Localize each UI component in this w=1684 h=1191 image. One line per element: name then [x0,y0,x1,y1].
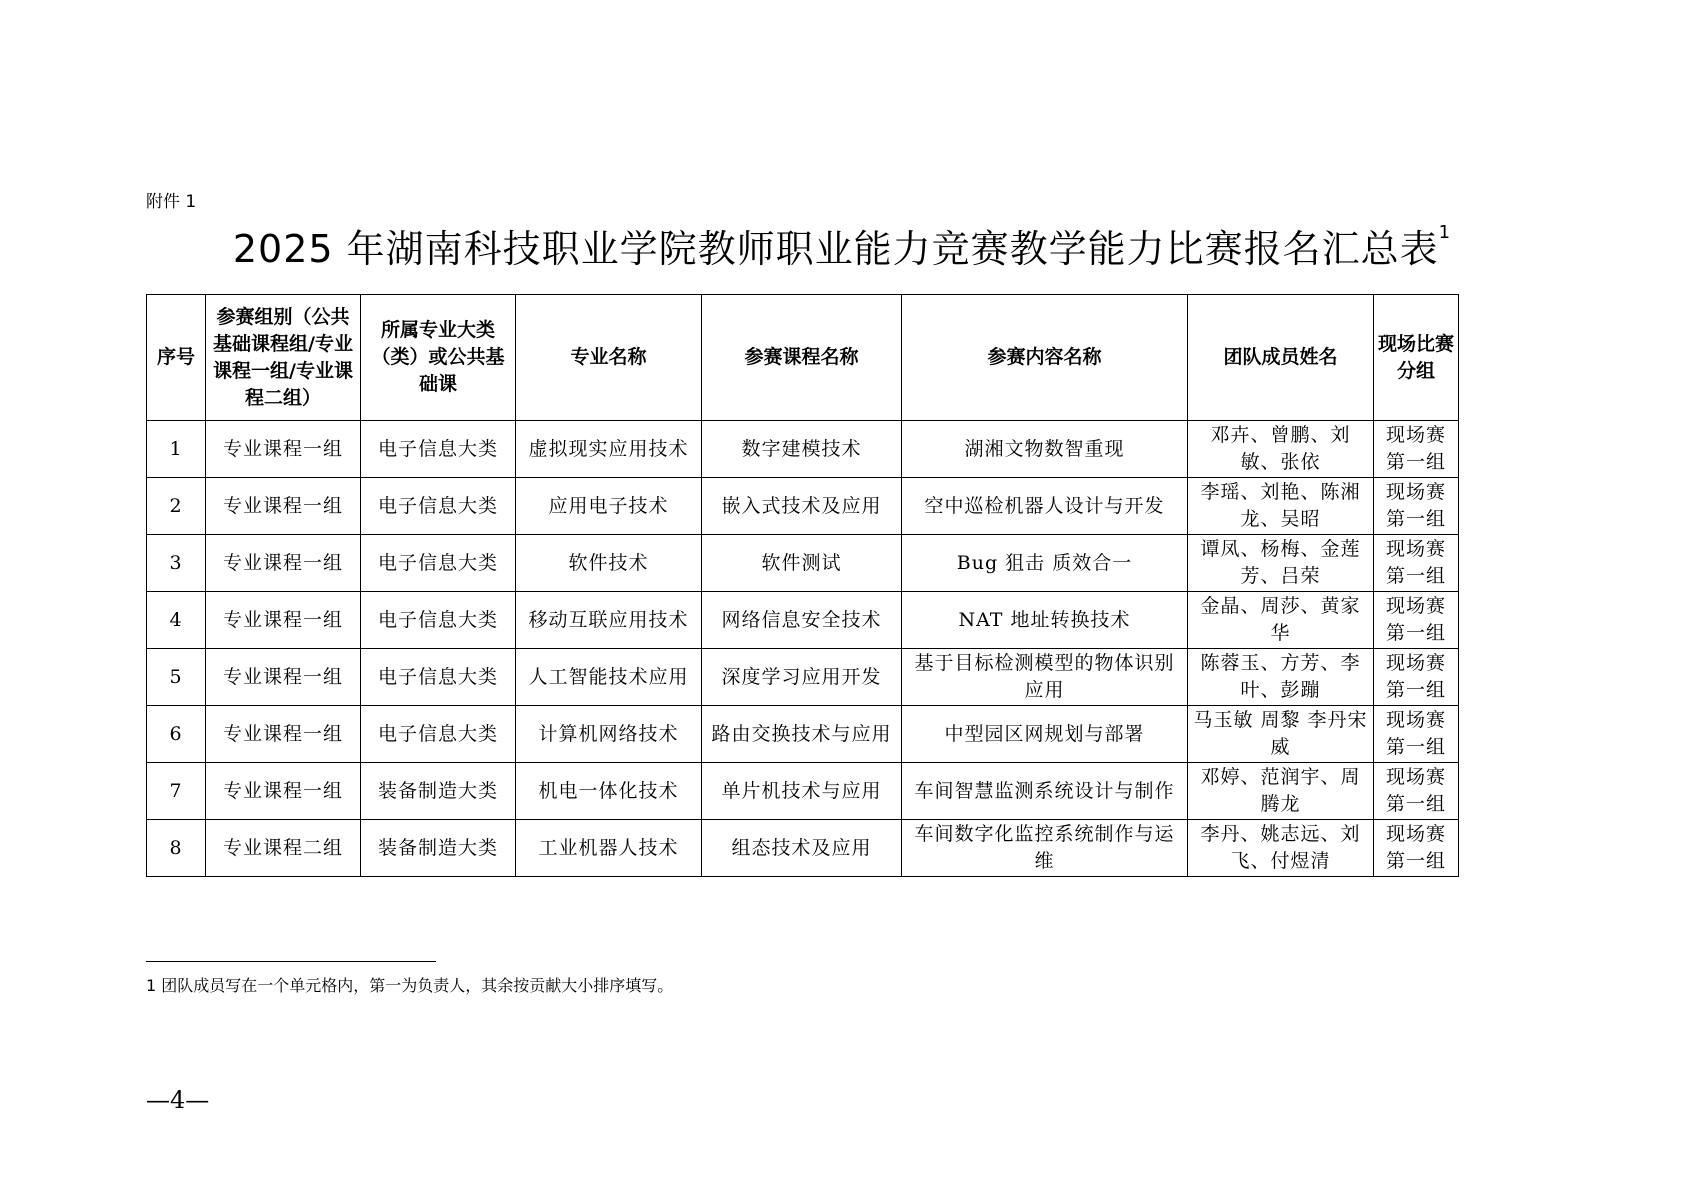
cell-group: 专业课程二组 [206,820,361,877]
cell-major: 应用电子技术 [516,478,702,535]
cell-group: 专业课程一组 [206,535,361,592]
table-row [147,421,1459,478]
cell-group: 专业课程一组 [206,592,361,649]
table-header-row [147,295,1459,421]
cell-major: 软件技术 [516,535,702,592]
cell-group: 专业课程一组 [206,649,361,706]
cell-category: 电子信息大类 [361,592,516,649]
cell-members: 邓婷、范润宇、周腾龙 [1188,763,1374,820]
cell-course: 软件测试 [702,535,902,592]
cell-major: 虚拟现实应用技术 [516,421,702,478]
header-content: 参赛内容名称 [902,295,1188,421]
cell-onsite-group: 现场赛第一组 [1374,649,1459,706]
cell-index: 6 [147,706,206,763]
cell-index: 3 [147,535,206,592]
cell-course: 网络信息安全技术 [702,592,902,649]
cell-course: 嵌入式技术及应用 [702,478,902,535]
header-category: 所属专业大类（类）或公共基础课 [361,295,516,421]
title-footnote-mark: 1 [1438,222,1452,243]
cell-onsite-group: 现场赛第一组 [1374,706,1459,763]
cell-index: 8 [147,820,206,877]
page-title [0,218,1684,273]
cell-content: 车间数字化监控系统制作与运维 [902,820,1188,877]
table-row [147,535,1459,592]
cell-course: 数字建模技术 [702,421,902,478]
footnote: 1 团队成员写在一个单元格内，第一为负责人，其余按贡献大小排序填写。 [146,976,674,995]
cell-major: 移动互联应用技术 [516,592,702,649]
header-major: 专业名称 [516,295,702,421]
table-row [147,820,1459,877]
page-number: —4— [146,1086,210,1114]
cell-members: 金晶、周莎、黄家华 [1188,592,1374,649]
cell-index: 5 [147,649,206,706]
cell-group: 专业课程一组 [206,421,361,478]
cell-course: 组态技术及应用 [702,820,902,877]
header-index: 序号 [147,295,206,421]
cell-content: NAT 地址转换技术 [902,592,1188,649]
cell-category: 电子信息大类 [361,535,516,592]
cell-onsite-group: 现场赛第一组 [1374,820,1459,877]
cell-onsite-group: 现场赛第一组 [1374,478,1459,535]
title-text: 2025 年湖南科技职业学院教师职业能力竞赛教学能力比赛报名汇总表 [232,227,1439,271]
cell-major: 计算机网络技术 [516,706,702,763]
cell-members: 谭凤、杨梅、金莲芳、吕荣 [1188,535,1374,592]
cell-course: 单片机技术与应用 [702,763,902,820]
cell-content: 基于目标检测模型的物体识别应用 [902,649,1188,706]
cell-content: 车间智慧监测系统设计与制作 [902,763,1188,820]
registration-table [146,294,1459,877]
table-row [147,763,1459,820]
table-row [147,706,1459,763]
cell-group: 专业课程一组 [206,706,361,763]
cell-content: 中型园区网规划与部署 [902,706,1188,763]
cell-major: 人工智能技术应用 [516,649,702,706]
header-onsite-group: 现场比赛分组 [1374,295,1459,421]
cell-group: 专业课程一组 [206,763,361,820]
cell-index: 4 [147,592,206,649]
cell-course: 路由交换技术与应用 [702,706,902,763]
footnote-divider [146,961,436,962]
cell-category: 装备制造大类 [361,763,516,820]
cell-category: 电子信息大类 [361,649,516,706]
cell-index: 1 [147,421,206,478]
cell-major: 机电一体化技术 [516,763,702,820]
cell-category: 电子信息大类 [361,478,516,535]
cell-category: 装备制造大类 [361,820,516,877]
cell-index: 7 [147,763,206,820]
cell-onsite-group: 现场赛第一组 [1374,421,1459,478]
cell-members: 陈蓉玉、方芳、李叶、彭蹦 [1188,649,1374,706]
cell-content: Bug 狙击 质效合一 [902,535,1188,592]
cell-onsite-group: 现场赛第一组 [1374,535,1459,592]
cell-content: 空中巡检机器人设计与开发 [902,478,1188,535]
cell-group: 专业课程一组 [206,478,361,535]
header-course: 参赛课程名称 [702,295,902,421]
cell-members: 邓卉、曾鹏、刘敏、张依 [1188,421,1374,478]
cell-members: 马玉敏 周黎 李丹宋威 [1188,706,1374,763]
table-row [147,592,1459,649]
table-row [147,478,1459,535]
cell-index: 2 [147,478,206,535]
cell-onsite-group: 现场赛第一组 [1374,763,1459,820]
cell-major: 工业机器人技术 [516,820,702,877]
header-group: 参赛组别（公共基础课程组/专业课程一组/专业课程二组） [206,295,361,421]
cell-members: 李丹、姚志远、刘飞、付煜清 [1188,820,1374,877]
cell-content: 湖湘文物数智重现 [902,421,1188,478]
cell-category: 电子信息大类 [361,421,516,478]
cell-onsite-group: 现场赛第一组 [1374,592,1459,649]
cell-course: 深度学习应用开发 [702,649,902,706]
table-row [147,649,1459,706]
cell-members: 李瑶、刘艳、陈湘龙、吴昭 [1188,478,1374,535]
header-members: 团队成员姓名 [1188,295,1374,421]
cell-category: 电子信息大类 [361,706,516,763]
attachment-label: 附件 1 [146,192,197,212]
